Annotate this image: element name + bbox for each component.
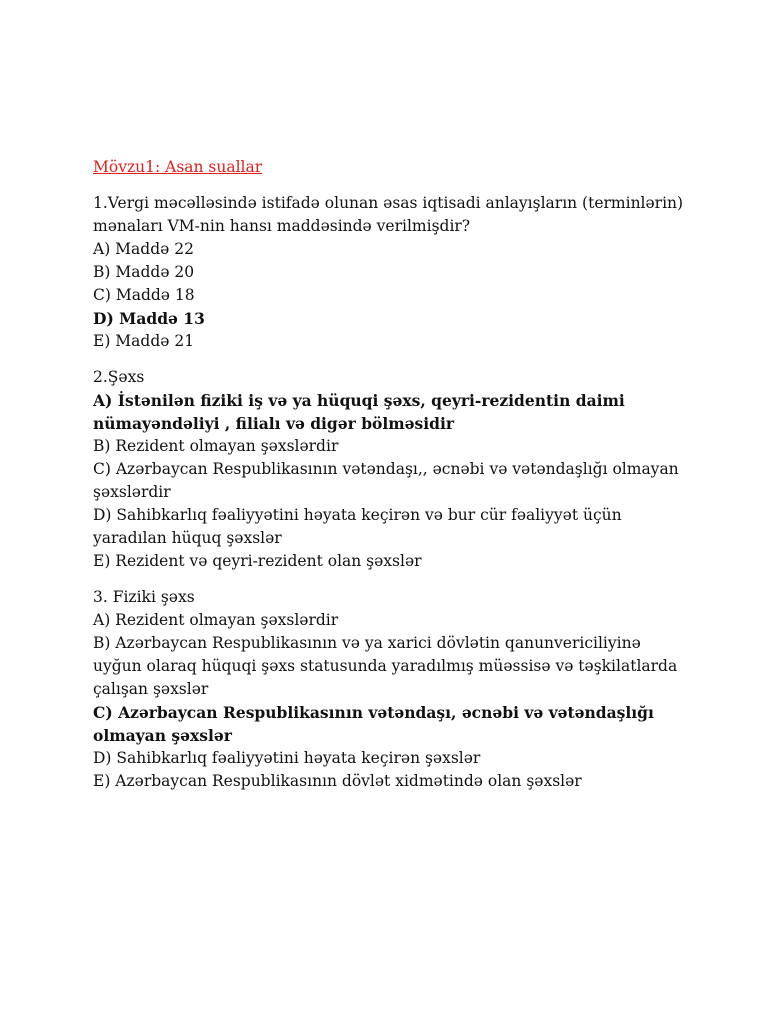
answer-option-b: B) Rezident olmayan şəxslərdir: [93, 437, 339, 455]
answer-option-d: yaradılan hüquq şəxslər: [93, 529, 282, 547]
answer-option-a-correct: nümayəndəliyi , filialı və digər bölməsidir: [93, 414, 455, 433]
question-text: 2.Şəxs: [93, 368, 145, 386]
answer-option-d: D) Sahibkarlıq fəaliyyətini həyata keçirən və bur cür fəaliyyət üçün: [93, 506, 622, 524]
answer-option-e: E) Maddə 21: [93, 332, 195, 350]
question-block-2: [93, 366, 703, 573]
answer-option-e: E) Azərbaycan Respublikasının dövlət xidmətində olan şəxslər: [93, 772, 582, 790]
answer-option-b: B) Maddə 20: [93, 263, 195, 281]
answer-option-a: A) Maddə 22: [93, 240, 194, 258]
answer-option-a-correct: A) İstənilən fiziki iş və ya hüquqi şəxs, qeyri-rezidentin daimi: [93, 391, 625, 410]
answer-option-a: A) Rezident olmayan şəxslərdir: [93, 611, 339, 629]
answer-option-b: uyğun olaraq hüquqi şəxs statusunda yaradılmış müəssisə və təşkilatlarda: [93, 657, 678, 675]
answer-option-e: E) Rezident və qeyri-rezident olan şəxslər: [93, 552, 422, 570]
answer-option-b: çalışan şəxslər: [93, 680, 209, 698]
question-text: 3. Fiziki şəxs: [93, 588, 195, 606]
question-text: 1.Vergi məcəlləsində istifadə olunan əsas iqtisadi anlayışların (terminlərin): [93, 194, 684, 212]
answer-option-d: D) Sahibkarlıq fəaliyyətini həyata keçirən şəxslər: [93, 749, 481, 767]
topic-heading: Mövzu1: Asan suallar: [93, 158, 263, 176]
answer-option-c-correct: olmayan şəxslər: [93, 726, 232, 745]
answer-option-c-correct: C) Azərbaycan Respublikasının vətəndaşı, əcnəbi və vətəndaşlığı: [93, 703, 654, 722]
answer-option-c: şəxslərdir: [93, 483, 171, 501]
answer-option-c: C) Azərbaycan Respublikasının vətəndaşı,, əcnəbi və vətəndaşlığı olmayan: [93, 460, 679, 478]
answer-option-d-correct: D) Maddə 13: [93, 309, 205, 328]
answer-option-b: B) Azərbaycan Respublikasının və ya xarici dövlətin qanunvericiliyinə: [93, 634, 641, 652]
question-block-1: [93, 192, 703, 353]
answer-option-c: C) Maddə 18: [93, 286, 195, 304]
question-block-3: [93, 586, 703, 793]
document-page: [93, 156, 703, 806]
question-text: mənaları VM-nin hansı maddəsində verilmişdir?: [93, 217, 471, 235]
